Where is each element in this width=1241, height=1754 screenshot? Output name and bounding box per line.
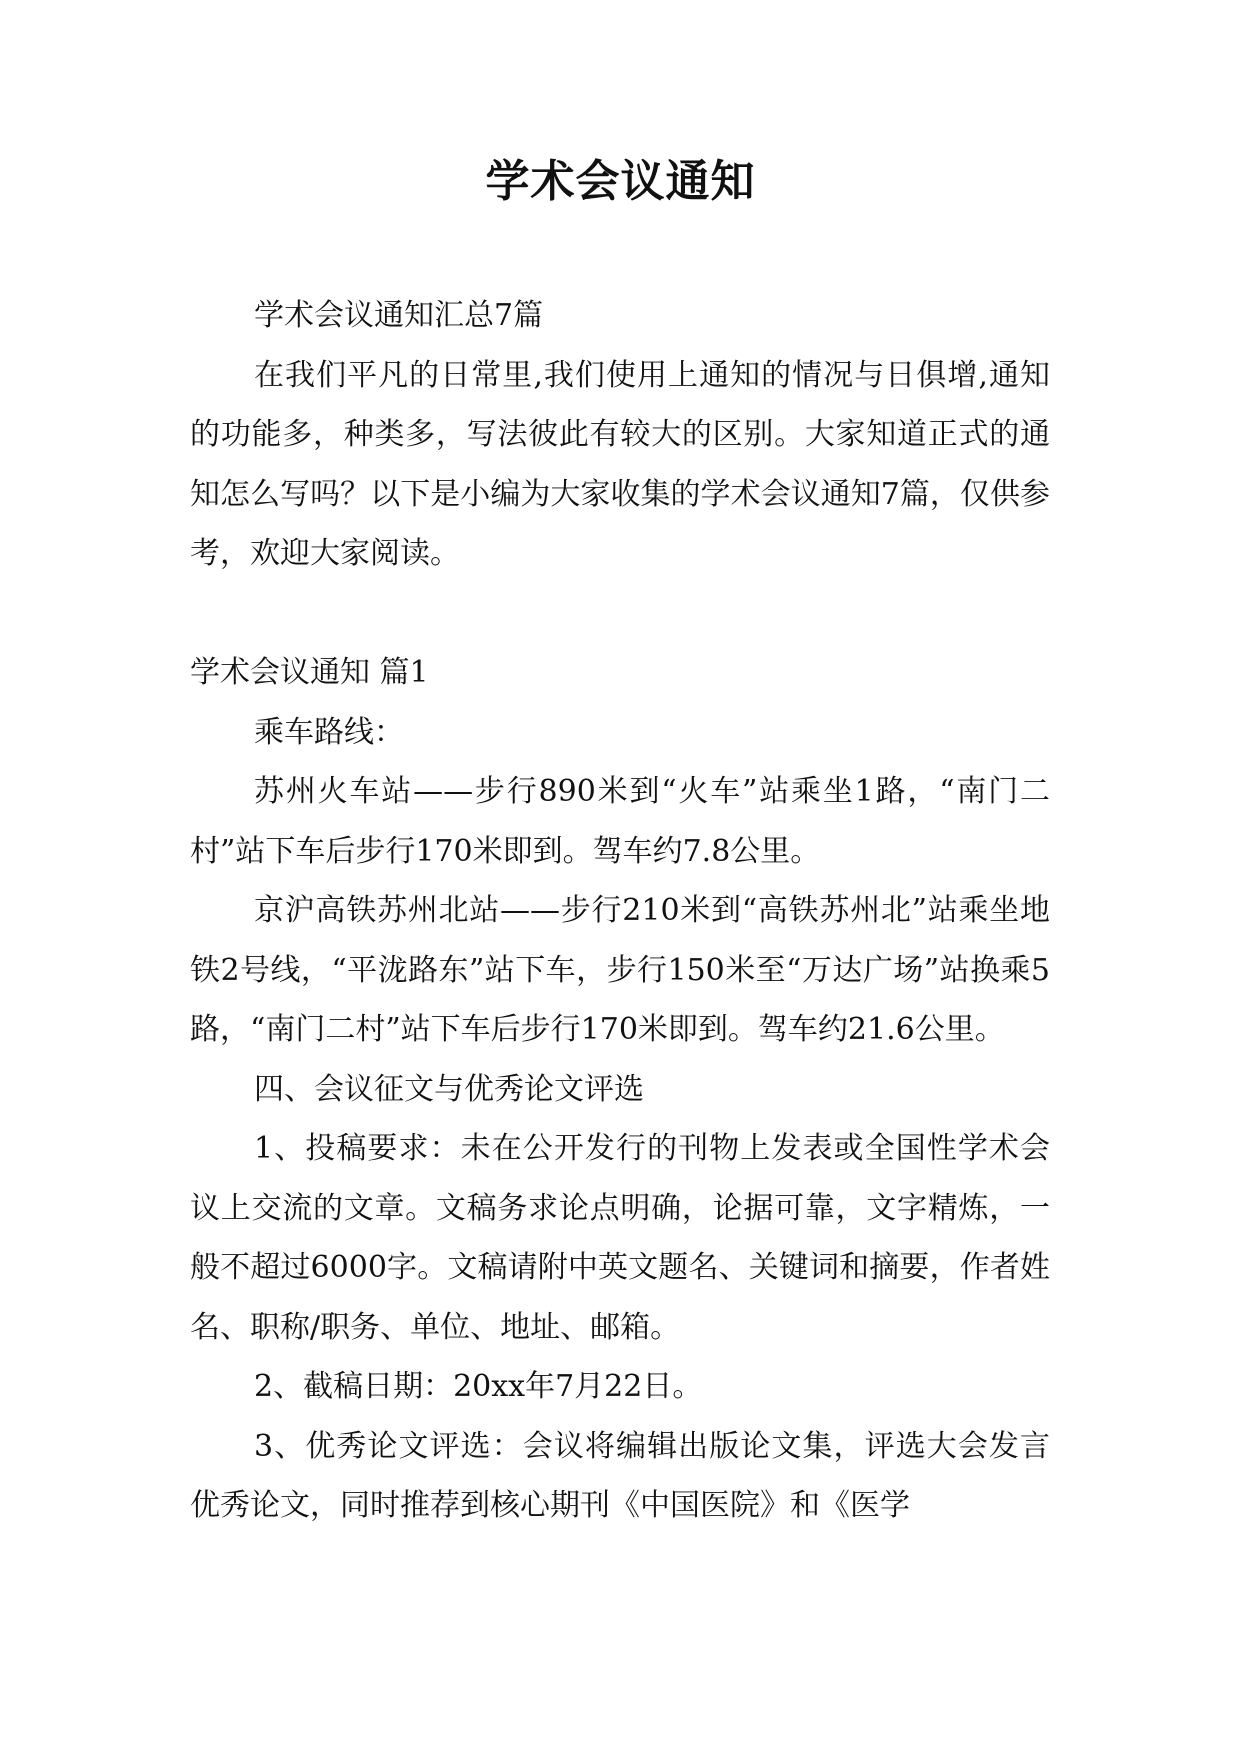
document-title: 学术会议通知 bbox=[485, 156, 756, 207]
route-heading: 乘车路线： bbox=[254, 714, 404, 750]
deadline-paragraph: 2、截稿日期：20xx年7月22日。 bbox=[254, 1369, 703, 1404]
paper-selection-paragraph: 3、优秀论文评选：会议将编辑出版论文集，评选大会发言优秀论文，同时推荐到核心期刊《中国医院》和《医学 bbox=[190, 1428, 1050, 1523]
submission-requirements-paragraph: 1、投稿要求：未在公开发行的刊物上发表或全国性学术会议上交流的文章。文稿务求论点明确，论据可靠，文字精炼，一般不超过6000字。文稿请附中英文题名、关键词和摘要，作者姓名、职称/职务、单位、地址、邮箱。 bbox=[190, 1131, 1050, 1345]
section-subheading: 四、会议征文与优秀论文评选 bbox=[254, 1071, 644, 1107]
paragraph-spacer bbox=[190, 584, 1050, 644]
intro-paragraph: 在我们平凡的日常里,我们使用上通知的情况与日俱增,通知的功能多，种类多，写法彼此有较大的区别。大家知道正式的通知怎么写吗？以下是小编为大家收集的学术会议通知7篇，仅供参考，欢迎大家阅读。 bbox=[190, 357, 1050, 571]
route-paragraph-train-station: 苏州火车站——步行890米到“火车”站乘坐1路，“南门二村”站下车后步行170米即到。驾车约7.8公里。 bbox=[190, 774, 1050, 869]
section-heading: 学术会议通知 篇1 bbox=[190, 655, 429, 690]
summary-heading: 学术会议通知汇总7篇 bbox=[254, 298, 544, 333]
document-body bbox=[190, 286, 1050, 1536]
route-paragraph-high-speed-rail: 京沪高铁苏州北站——步行210米到“高铁苏州北”站乘坐地铁2号线，“平泷路东”站下车，步行150米至“万达广场”站换乘5路，“南门二村”站下车后步行170米即到。驾车约21.6公里。 bbox=[190, 893, 1050, 1047]
